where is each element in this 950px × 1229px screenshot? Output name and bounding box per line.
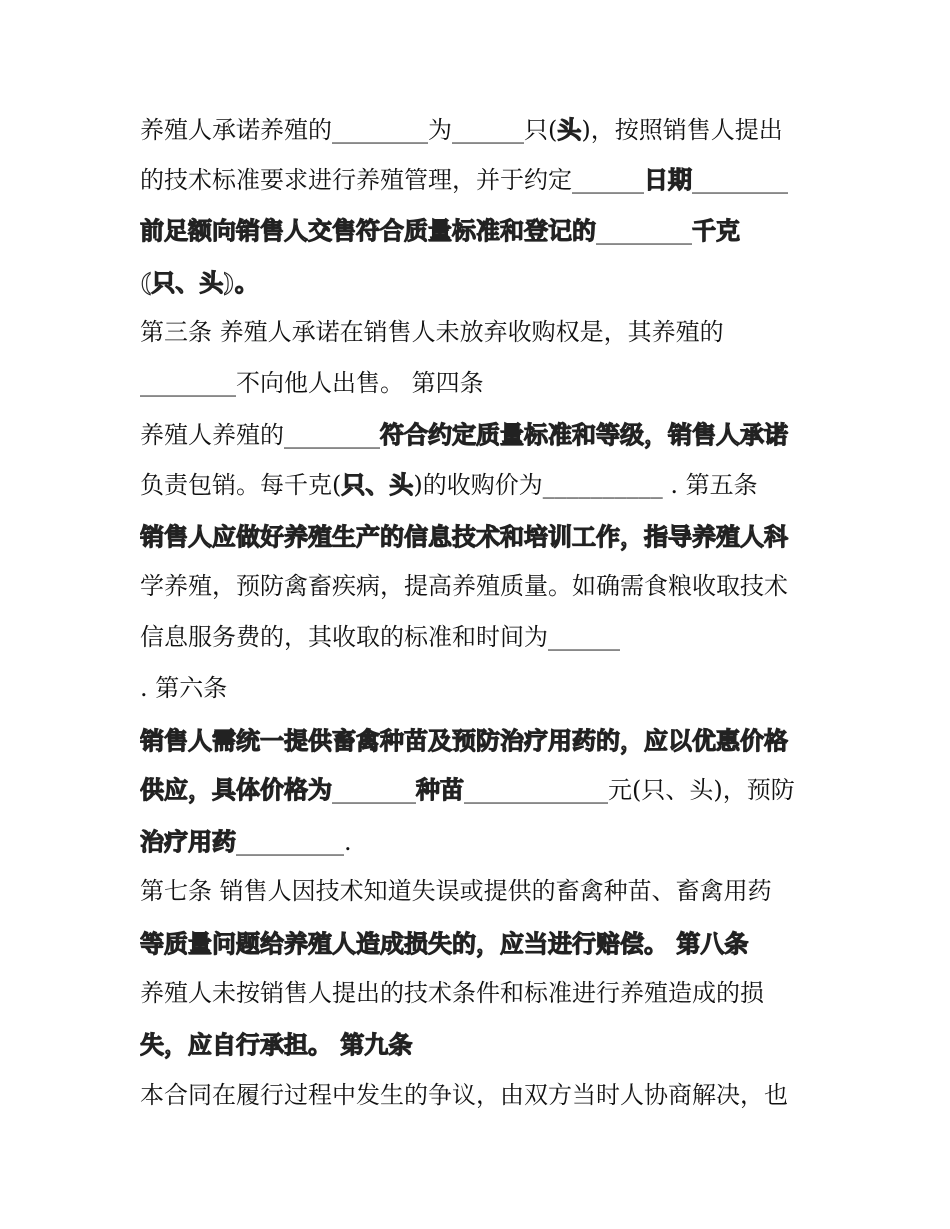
text-segment: 本合同在履行过程中发生的争议，由双方当时人协商解决，也: [140, 1081, 788, 1109]
text-segment: 学养殖，预防禽畜疾病，提高养殖质量。如确需食粮收取技术: [140, 572, 788, 600]
paragraph-line: [140, 368, 830, 398]
text-segment: . 第六条: [140, 674, 228, 702]
text-segment: 养殖人养殖的________: [140, 421, 380, 449]
outlined-text-segment: 供应，具体价格为: [140, 775, 332, 804]
text-segment: ________不向他人出售。 第四条: [140, 369, 484, 397]
outlined-text-segment: 等质量问题给养殖人造成损失的，应当进行赔偿。 第八条: [140, 929, 749, 958]
text-segment: 养殖人未按销售人提出的技术条件和标准进行养殖造成的损: [140, 979, 764, 1007]
paragraph-line: [140, 470, 830, 500]
text-segment: )，按照销售人提出: [581, 116, 783, 144]
outlined-text-segment: 销售人应做好养殖生产的信息技术和培训工作，指导养殖人科: [140, 522, 788, 551]
text-segment: ________: [692, 166, 788, 194]
paragraph-line: [140, 1030, 830, 1060]
outlined-text-segment: 千克: [692, 216, 740, 245]
paragraph-line: [140, 115, 830, 145]
paragraph-line: [140, 673, 830, 703]
text-segment: 第七条 销售人因技术知道失误或提供的畜禽种苗、畜禽用药: [140, 877, 772, 905]
outlined-text-segment: 失，应自行承担。 第九条: [140, 1030, 413, 1059]
outlined-text-segment: 只、头: [341, 470, 414, 499]
outlined-text-segment: 符合约定质量标准和等级，销售人承诺: [380, 420, 788, 449]
paragraph-line: [140, 1080, 830, 1110]
paragraph-line: [140, 622, 830, 652]
paragraph-line: [140, 827, 830, 857]
outlined-text-segment: (只、头)。: [140, 268, 259, 297]
paragraph-line: [140, 165, 830, 195]
text-segment: )的收购价为__________ . 第五条: [413, 471, 758, 499]
paragraph-line: [140, 317, 830, 347]
outlined-text-segment: 头: [557, 115, 582, 144]
outlined-text-segment: 种苗: [416, 775, 464, 804]
paragraph-line: [140, 522, 830, 552]
text-segment: 的技术标准要求进行养殖管理，并于约定______: [140, 166, 644, 194]
text-segment: ________: [596, 217, 692, 245]
paragraph-line: [140, 420, 830, 450]
paragraph-line: [140, 929, 830, 959]
outlined-text-segment: 治疗用药: [140, 827, 236, 856]
text-segment: 负责包销。每千克(: [140, 471, 342, 499]
text-segment: 养殖人承诺养殖的________为______只(: [140, 116, 558, 144]
text-segment: ____________元(只、头)，预防: [464, 776, 795, 804]
paragraph-line: [140, 876, 830, 906]
outlined-text-segment: 前足额向销售人交售符合质量标准和登记的: [140, 216, 596, 245]
paragraph-line: [140, 268, 830, 298]
text-segment: _________.: [236, 828, 352, 856]
text-segment: 信息服务费的，其收取的标准和时间为______: [140, 623, 620, 651]
paragraph-line: [140, 726, 830, 756]
paragraph-line: [140, 571, 830, 601]
paragraph-line: [140, 978, 830, 1008]
text-segment: 第三条 养殖人承诺在销售人未放弃收购权是，其养殖的: [140, 318, 724, 346]
outlined-text-segment: 日期: [644, 165, 692, 194]
outlined-text-segment: 销售人需统一提供畜禽种苗及预防治疗用药的，应以优惠价格: [140, 726, 788, 755]
paragraph-line: [140, 216, 830, 246]
text-segment: _______: [332, 776, 416, 804]
paragraph-line: [140, 775, 830, 805]
